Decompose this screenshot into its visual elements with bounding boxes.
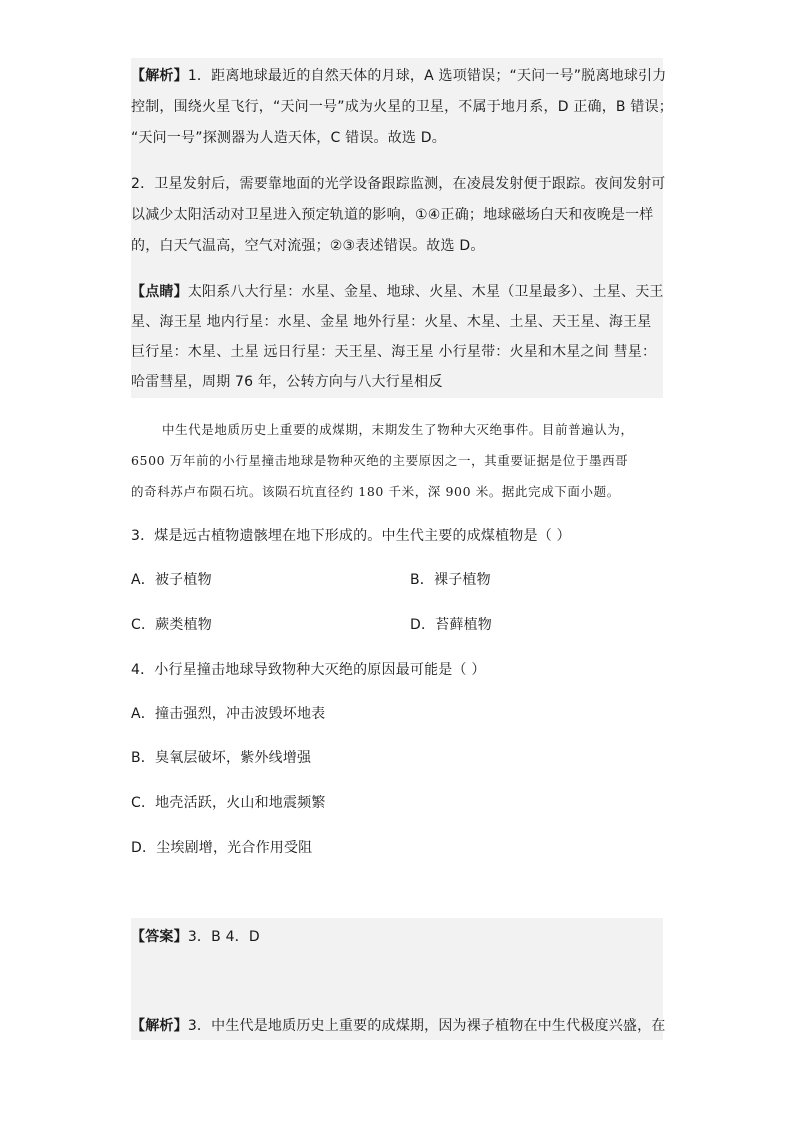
analysis-tag: 【解析】 [131, 68, 188, 84]
analysis3-tag: 【解析】 [131, 1018, 188, 1034]
analysis2-line-1: 2．卫星发射后，需要靠地面的光学设备跟踪监测，在凌晨发射便于跟踪。夜间发射可 [131, 176, 666, 192]
question4-option-d[interactable]: D．尘埃剧增，光合作用受阻 [131, 840, 313, 856]
answer-line: 【答案】3．B 4．D [131, 929, 260, 945]
tips-line-2: 星、海王星 地内行星：水星、金星 地外行星：火星、木星、土星、天王星、海王星 [131, 314, 652, 330]
question3-option-d[interactable]: D．苔藓植物 [410, 617, 492, 633]
question4-option-c[interactable]: C．地壳活跃，火山和地震频繁 [131, 795, 326, 811]
material-line-1: 中生代是地质历史上重要的成煤期，末期发生了物种大灭绝事件。目前普遍认为， [162, 422, 634, 437]
question4-option-a[interactable]: A．撞击强烈，冲击波毁坏地表 [131, 706, 326, 722]
answer-tag: 【答案】 [131, 929, 188, 945]
analysis1-line-3: “天问一号”探测器为人造天体，C 错误。故选 D。 [131, 130, 446, 146]
analysis2-line-3: 的，白天气温高，空气对流强；②③表述错误。故选 D。 [131, 238, 485, 254]
question3-stem: 3．煤是远古植物遗骸埋在地下形成的。中生代主要的成煤植物是（ ） [131, 528, 571, 544]
material-line-2: 6500 万年前的小行星撞击地球是物种灭绝的主要原因之一，其重要证据是位于墨西哥 [131, 453, 629, 468]
analysis3-line-1: 【解析】3．中生代是地质历史上重要的成煤期，因为裸子植物在中生代极度兴盛，在 [131, 1018, 666, 1034]
tips-line-3: 巨行星：木星、土星 远日行星：天王星、海王星 小行星带：火星和木星之间 彗星： [131, 344, 657, 360]
analysis1-line-1: 【解析】1．距离地球最近的自然天体的月球，A 选项错误；“天问一号”脱离地球引力 [131, 68, 667, 84]
question4-stem: 4．小行星撞击地球导致物种大灭绝的原因最可能是（ ） [131, 662, 486, 678]
analysis1-line-2: 控制，围绕火星飞行，“天问一号”成为火星的卫星，不属于地月系，D 正确，B 错误； [131, 99, 673, 115]
question3-option-a[interactable]: A．被子植物 [131, 572, 212, 588]
tips-line-4: 哈雷彗星，周期 76 年，公转方向与八大行星相反 [131, 374, 443, 390]
tips-tag: 【点睛】 [131, 284, 188, 300]
question4-option-b[interactable]: B．臭氧层破坏，紫外线增强 [131, 750, 312, 766]
question3-option-b[interactable]: B．裸子植物 [410, 572, 491, 588]
tips-line-1: 【点睛】太阳系八大行星：水星、金星、地球、火星、木星（卫星最多）、土星、天王 [131, 284, 664, 300]
question3-option-c[interactable]: C．蕨类植物 [131, 617, 212, 633]
analysis2-line-2: 以减少太阳活动对卫星进入预定轨道的影响，①④正确；地球磁场白天和夜晚是一样 [131, 207, 654, 223]
material-line-3: 的奇科苏卢布陨石坑。该陨石坑直径约 180 千米，深 900 米。据此完成下面小题。 [131, 484, 620, 499]
